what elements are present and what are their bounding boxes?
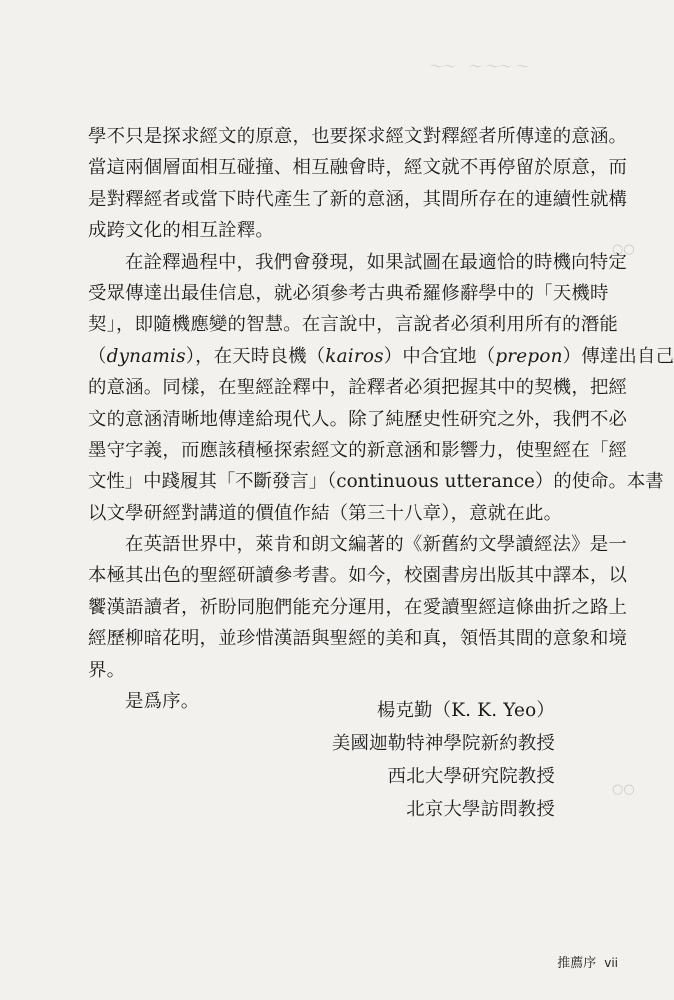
text-line: 是對釋經者或當下時代產生了新的意涵，其間所存在的連續性就構	[88, 188, 628, 210]
text-line: 學不只是探求經文的原意，也要探求經文對釋經者所傳達的意涵。	[88, 126, 628, 147]
greek-term: prepon	[495, 345, 563, 367]
author-title: 美國迦勒特神學院新約教授	[331, 733, 555, 754]
text-line: 以文學研經對講道的價值作結（第三十八章），意就在此。	[88, 502, 563, 524]
text-line: 的意涵。同樣，在聖經詮釋中，詮釋者必須把握其中的契機，把經	[88, 377, 628, 399]
text-line: 經歷柳暗花明，並珍惜漢語與聖經的美和真，領悟其間的意象和境	[88, 628, 628, 650]
text-line: 墨守字義，而應該積極探索經文的新意涵和影響力，使聖經在「經	[88, 439, 628, 461]
text-line: 文的意涵清晰地傳達給現代人。除了純歷史性研究之外，我們不必	[88, 408, 628, 430]
text-line: 成跨文化的相互詮釋。	[88, 220, 274, 242]
text-line: 當這兩個層面相互碰撞、相互融會時，經文就不再停留於原意，而	[88, 157, 628, 179]
text-run: ）傳達出自己	[562, 345, 674, 367]
text-run: （	[88, 345, 107, 367]
text-line: 在英語世界中，萊肯和朗文編著的《新舊約文學讀經法》是一	[125, 534, 627, 556]
text-line: 本極其出色的聖經研讀參考書。如今，校園書房出版其中譯本，以	[88, 565, 628, 587]
author-title: 北京大學訪問教授	[406, 799, 555, 820]
page-number: vii	[604, 956, 618, 970]
paragraph	[88, 121, 628, 247]
show-through-header: 〜〜 〜 〜〜 〜	[430, 60, 530, 75]
text-line	[88, 341, 674, 372]
paragraph	[88, 247, 674, 530]
show-through-margin-mark: ○○	[612, 782, 635, 797]
text-line: 在詮釋過程中，我們會發現，如果試圖在最適恰的時機向特定	[125, 251, 627, 273]
running-footer	[557, 952, 618, 971]
text-run: ），在天時良機（	[185, 345, 326, 367]
text-line: 受眾傳達出最佳信息，就必須參考古典希羅修辭學中的「天機時	[88, 282, 609, 304]
body-text	[88, 121, 674, 717]
text-line: 饗漢語讀者，祈盼同胞們能充分運用，在愛讀聖經這條曲折之路上	[88, 596, 628, 618]
greek-term: dynamis	[106, 345, 186, 367]
closing-line: 是爲序。	[125, 691, 200, 713]
signature-block	[332, 694, 555, 826]
author-name: 楊克勤（K. K. Yeo）	[376, 700, 555, 721]
text-line: 契」，即隨機應變的智慧。在言說中，言說者必須利用所有的潛能	[88, 314, 618, 336]
text-line: 文性」中踐履其「不斷發言」（continuous utterance）的使命。本書	[88, 471, 664, 493]
text-line: 界。	[88, 659, 126, 681]
paragraph	[88, 529, 628, 686]
section-label: 推薦序	[557, 956, 597, 971]
author-title: 西北大學研究院教授	[387, 766, 555, 787]
greek-term: kairos	[325, 345, 384, 367]
text-run: ）中合宜地（	[383, 345, 496, 367]
show-through-margin-mark: ○○	[612, 242, 635, 257]
